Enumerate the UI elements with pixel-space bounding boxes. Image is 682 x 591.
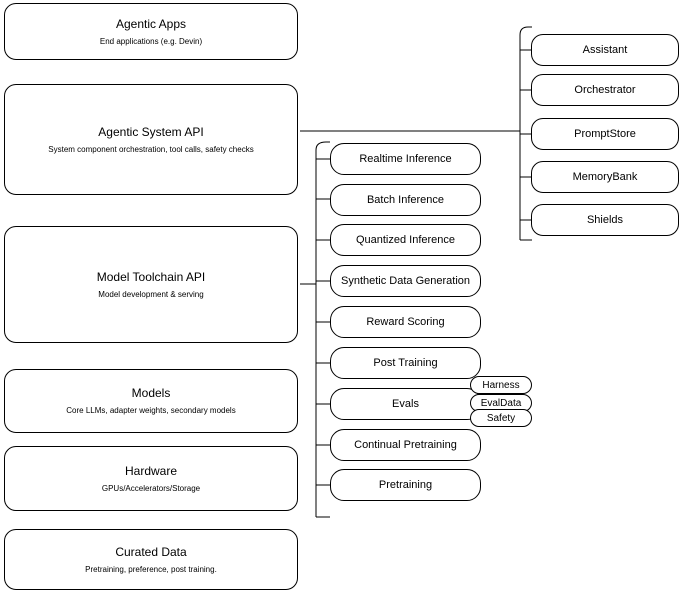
toolchain-item-synthetic-data-generation[interactable]: [330, 265, 481, 297]
agentic-item-label: Orchestrator: [574, 83, 636, 96]
stack-layer-title: Models: [131, 386, 171, 400]
stack-layer-title: Hardware: [124, 463, 178, 478]
stack-layer-subtitle: GPUs/Accelerators/Storage: [101, 483, 201, 493]
agentic-item-label: MemoryBank: [572, 170, 638, 183]
toolchain-item-post-training[interactable]: [330, 347, 481, 379]
toolchain-item-label: Evals: [392, 397, 419, 410]
agentic-item-memorybank[interactable]: [531, 161, 679, 193]
stack-layer-models[interactable]: [4, 369, 298, 433]
toolchain-item-label: Continual Pretraining: [354, 438, 457, 451]
agentic-item-label: Shields: [586, 213, 624, 226]
eval-pill-label: EvalData: [480, 397, 522, 409]
toolchain-item-label: Batch Inference: [366, 193, 445, 206]
stack-layer-subtitle: Model development & serving: [98, 289, 204, 299]
stack-layer-title: Agentic Apps: [115, 16, 187, 31]
agentic-item-orchestrator[interactable]: [531, 74, 679, 106]
toolchain-item-label: Reward Scoring: [366, 315, 445, 328]
agentic-item-label: Assistant: [582, 43, 628, 56]
toolchain-item-evals[interactable]: [330, 388, 481, 420]
stack-layer-subtitle: End applications (e.g. Devin): [99, 36, 203, 46]
stack-layer-curated-data[interactable]: [4, 529, 298, 590]
toolchain-item-batch-inference[interactable]: [330, 184, 481, 216]
stack-layer-hardware[interactable]: [4, 446, 298, 511]
eval-pill-harness[interactable]: [470, 376, 532, 394]
toolchain-item-label: Quantized Inference: [355, 233, 456, 246]
stack-layer-subtitle: Pretraining, preference, post training.: [85, 564, 217, 574]
eval-pill-label: Harness: [482, 379, 520, 391]
toolchain-item-pretraining[interactable]: [330, 469, 481, 501]
toolchain-item-label: Realtime Inference: [359, 152, 452, 165]
eval-pill-label: Safety: [486, 412, 516, 424]
toolchain-item-continual-pretraining[interactable]: [330, 429, 481, 461]
stack-layer-model-toolchain-api[interactable]: [4, 226, 298, 343]
stack-layer-title: Agentic System API: [98, 124, 204, 139]
stack-layer-subtitle: Core LLMs, adapter weights, secondary models: [66, 406, 236, 415]
toolchain-item-label: Post Training: [373, 356, 438, 369]
agentic-item-shields[interactable]: [531, 204, 679, 236]
toolchain-item-quantized-inference[interactable]: [330, 224, 481, 256]
agentic-item-assistant[interactable]: [531, 34, 679, 66]
stack-layer-agentic-system-api[interactable]: [4, 84, 298, 195]
agentic-item-label: PromptStore: [574, 127, 636, 140]
agentic-item-promptstore[interactable]: [531, 118, 679, 150]
stack-layer-title: Model Toolchain API: [96, 269, 206, 284]
stack-layer-subtitle: System component orchestration, tool calls, safety checks: [48, 144, 254, 154]
stack-layer-agentic-apps[interactable]: [4, 3, 298, 60]
toolchain-item-label: Synthetic Data Generation: [340, 274, 471, 287]
eval-pill-safety[interactable]: [470, 409, 532, 427]
toolchain-item-realtime-inference[interactable]: [330, 143, 481, 175]
stack-layer-title: Curated Data: [115, 544, 187, 559]
toolchain-item-label: Pretraining: [378, 478, 433, 491]
toolchain-item-reward-scoring[interactable]: [330, 306, 481, 338]
